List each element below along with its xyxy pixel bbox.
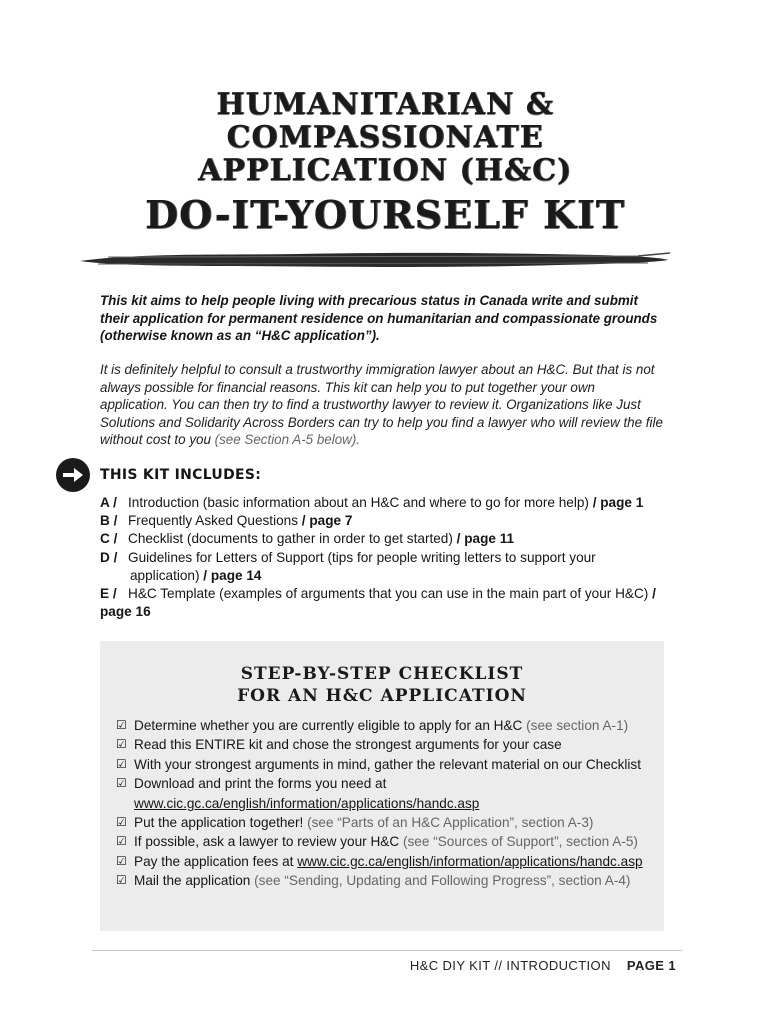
list-item-continuation: application) / page 14 <box>130 567 262 583</box>
kit-includes-heading <box>56 458 261 492</box>
footer-label: H&C DIY KIT // INTRODUCTION <box>409 958 611 973</box>
list-item: E / H&C Template (examples of arguments that you can use in the main part of your H&C) / <box>100 586 656 602</box>
checklist-item: ☑ Read this ENTIRE kit and chose the strongest arguments for your case <box>116 735 661 754</box>
kit-includes-title: THIS KIT INCLUDES: <box>100 467 262 483</box>
checklist-item: ☑ Put the application together! (see “Parts of an H&C Application”, section A-3) <box>116 813 661 832</box>
document-title <box>0 88 770 237</box>
checkbox-checked-icon: ☑ <box>116 737 127 752</box>
intro-paragraph: It is definitely helpful to consult a trustworthy immigration lawyer about an H&C. But that is not always possible for financial reasons. This kit can help you to put together your own application. You can then try to find a trustworthy lawyer to review it. Organizations like Just Solutions and Solidarity Across Borders can try to help you find a lawyer who will review the file without cost to you (see Section A-5 below). <box>100 362 663 447</box>
brush-stroke-divider <box>78 247 670 273</box>
page-footer <box>0 958 676 973</box>
checklist-item: ☑ Determine whether you are currently eligible to apply for an H&C (see section A-1) <box>116 716 661 735</box>
list-item: A / Introduction (basic information about an H&C and where to go for more help) / page 1 <box>100 495 644 510</box>
checklist-item: ☑ Mail the application (see “Sending, Updating and Following Progress”, section A-4) <box>116 871 661 890</box>
title-line-2: COMPASSIONATE <box>226 120 544 155</box>
checklist <box>116 716 661 891</box>
checkbox-checked-icon: ☑ <box>116 834 127 849</box>
list-item: D / Guidelines for Letters of Support (tips for people writing letters to support your <box>100 549 596 565</box>
kit-contents-list <box>100 494 665 621</box>
checklist-item: ☑ With your strongest arguments in mind, gather the relevant material on our Checklist <box>116 755 661 774</box>
checkbox-checked-icon: ☑ <box>116 853 127 868</box>
section-reference: (see Section A-5 below). <box>214 432 361 447</box>
fees-link[interactable]: www.cic.gc.ca/english/information/applications/handc.asp <box>297 853 643 869</box>
list-item: C / Checklist (documents to gather in order to get started) / page 11 <box>100 531 515 547</box>
checklist-title: STEP-BY-STEP CHECKLIST FOR AN H&C APPLICATION <box>237 664 527 706</box>
checklist-item: ☑ Pay the application fees at www.cic.gc.ca/english/information/applications/handc.asp <box>116 852 661 871</box>
list-item-continuation: page 16 <box>100 604 151 620</box>
checkbox-checked-icon: ☑ <box>116 873 127 888</box>
title-line-3: APPLICATION (H&C) <box>197 153 573 188</box>
checkbox-checked-icon: ☑ <box>116 815 127 830</box>
arrow-right-circle-icon <box>56 458 90 492</box>
intro-summary: This kit aims to help people living with precarious status in Canada write and submit their application for permanent residence on humanitarian and compassionate grounds (otherwise known as an “H&C application”). <box>100 293 658 343</box>
checkbox-checked-icon: ☑ <box>116 718 127 732</box>
checklist-item: ☑ Download and print the forms you need at www.cic.gc.ca/english/information/applications/handc.asp <box>116 774 661 813</box>
footer-divider <box>92 950 682 951</box>
page-number: PAGE 1 <box>626 958 676 973</box>
title-line-4: DO-IT-YOURSELF KIT <box>145 192 625 237</box>
forms-link[interactable]: www.cic.gc.ca/english/information/applications/handc.asp <box>134 795 480 811</box>
checkbox-checked-icon: ☑ <box>116 756 127 771</box>
title-line-1: HUMANITARIAN & <box>216 87 554 122</box>
list-item: B / Frequently Asked Questions / page 7 <box>100 513 353 529</box>
checkbox-checked-icon: ☑ <box>116 776 127 791</box>
checklist-item: ☑ If possible, ask a lawyer to review your H&C (see “Sources of Support”, section A-5) <box>116 832 661 851</box>
